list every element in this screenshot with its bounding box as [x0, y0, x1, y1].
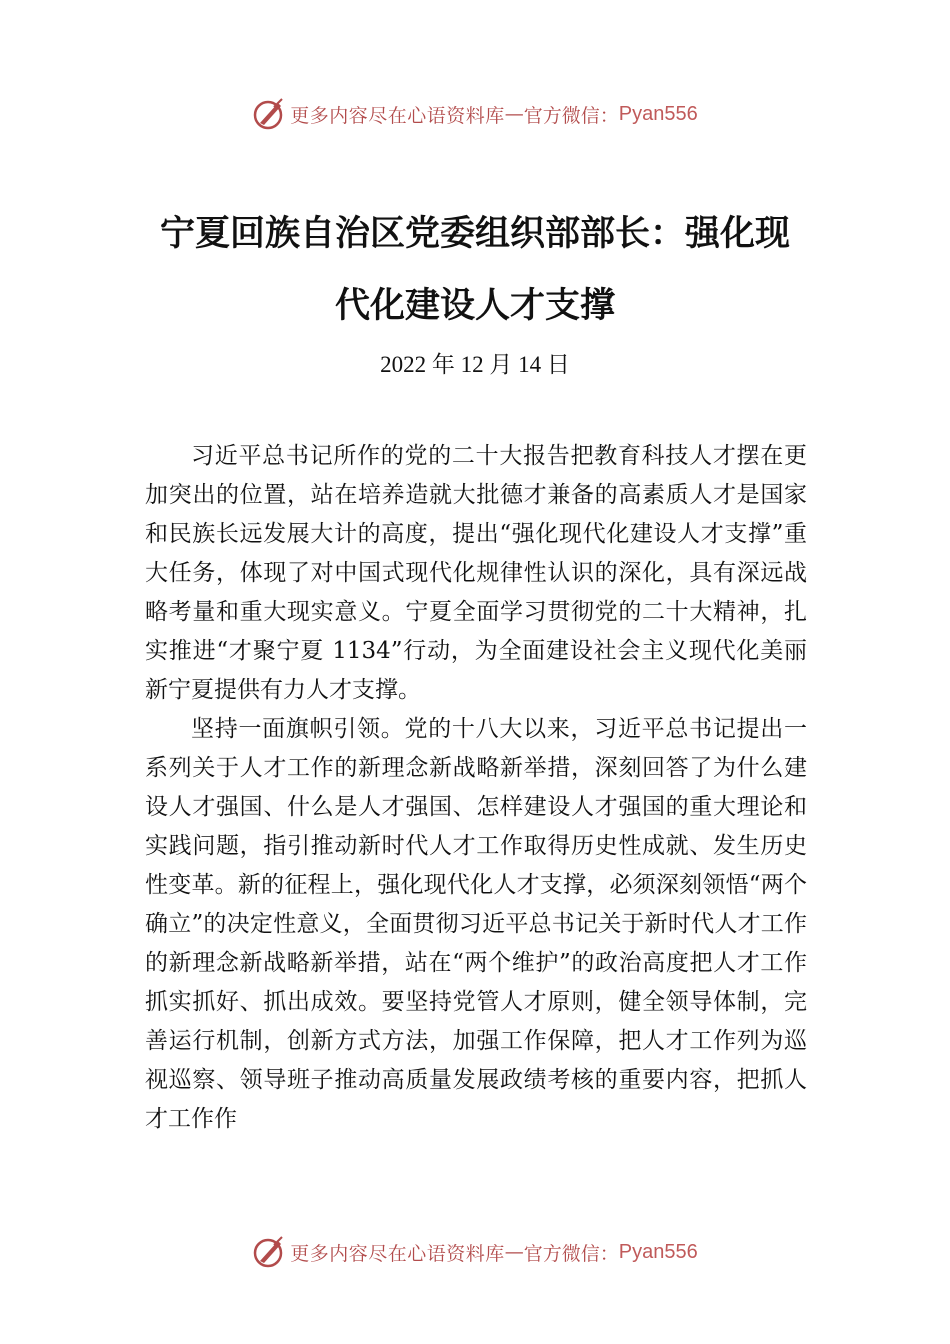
title-line-2: 代化建设人才支撑 — [334, 285, 615, 326]
quill-pen-seal-icon — [252, 97, 286, 131]
paragraph: 习近平总书记所作的党的二十大报告把教育科技人才摆在更加突出的位置，站在培养造就大批德才兼备的高素质人才是国家和民族长远发展大计的高度，提出“强化现代化建设人才支撑”重大任务，体现了对中国式现代化规律性认识的深化，具有深远战略考量和重大现实意义。宁夏全面学习贯彻党的二十大精神，扎实推进“才聚宁夏 1134”行动，为全面建设社会主义现代化美丽新宁夏提供有力人才支撑。 — [145, 443, 807, 703]
banner-text: 更多内容尽在心语资料库 — [290, 1242, 505, 1265]
title-line-1: 宁夏回族自治区党委组织部部长：强化现 — [159, 213, 790, 254]
paragraph: 坚持一面旗帜引领。党的十八大以来，习近平总书记提出一系列关于人才工作的新理念新战略新举措，深刻回答了为什么建设人才强国、什么是人才强国、怎样建设人才强国的重大理论和实践问题，指引推动新时代人才工作取得历史性成就、发生历史性变革。新的征程上，强化现代化人才支撑，必须深刻领悟“两个确立”的决定性意义，全面贯彻习近平总书记关于新时代人才工作的新理念新战略新举措，站在“两个维护”的政治高度把人才工作抓实抓好、抓出成效。要坚持党管人才原则，健全领导体制，完善运行机制，创新方式方法，加强工作保障，把人才工作列为巡视巡察、领导班子推动高质量发展政绩考核的重要内容，把抓人才工作作 — [145, 716, 807, 1132]
banner-text: 更多内容尽在心语资料库 — [290, 104, 505, 127]
banner-separator: — — [504, 1241, 524, 1263]
banner-wechat-label: 官方微信： — [523, 104, 619, 127]
footer-banner — [0, 1232, 950, 1272]
article-date: 2022 年 12 月 14 日 — [380, 352, 570, 377]
article-title — [145, 198, 805, 342]
banner-separator: — — [504, 103, 524, 125]
banner-wechat-id: Pyan556 — [618, 102, 698, 125]
banner-wechat-label: 官方微信： — [523, 1242, 619, 1265]
article-body — [145, 437, 807, 1139]
banner-wechat-id: Pyan556 — [618, 1240, 698, 1263]
quill-pen-seal-icon — [252, 1235, 286, 1269]
header-banner — [0, 94, 950, 134]
